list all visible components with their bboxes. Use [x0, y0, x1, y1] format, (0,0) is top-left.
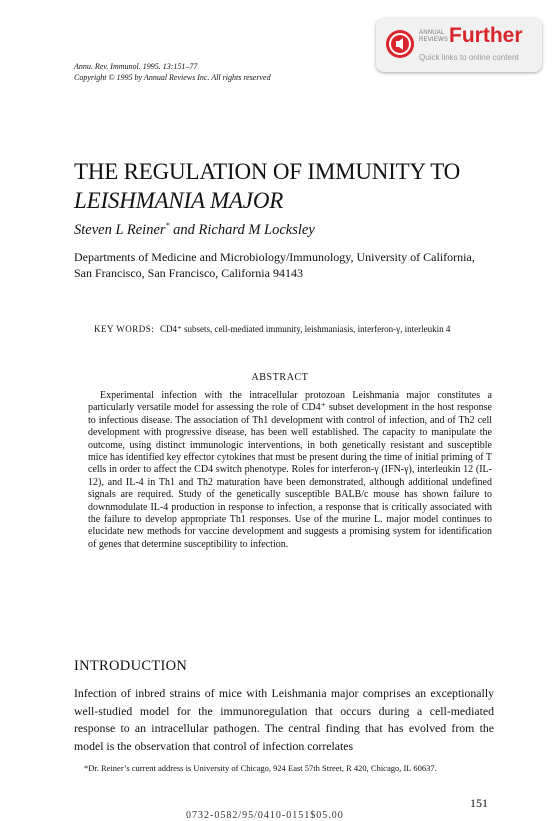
reviews-word: REVIEWS: [419, 37, 449, 43]
title-line-1: THE REGULATION OF IMMUNITY TO: [74, 159, 461, 184]
introduction-body: [74, 685, 494, 755]
introduction-text: Infection of inbred strains of mice with Leishmania major comprises an exceptionally well-studied model for the immunoregulation that occurs during a cell-mediated response to an intracellular pathogen. The central finding that has evolved from the model is the observation that control of infection correlates: [74, 686, 494, 753]
abstract-text: Experimental infection with the intracellular protozoan Leishmania major constitutes a particularly versatile model for assessing the role of CD4⁺ subset development in the host response to infectious disease. The association of Th1 development with control of infection, and of Th2 cell development with progressive disease, has been well established. The capacity to manipulate the outcome, using distinct immunologic interventions, in both genetically resistant and susceptible mice has identified key effector cytokines that must be present during the time of initial priming of T cells in order to affect the CD4 switch phenotype. Roles for interferon-γ (IFN-γ), interleukin 12 (IL-12), and IL-4 in Th1 and Th2 maturation have been demonstrated, although additional undefined signals are required. Study of the genetically susceptible BALB/c mouse has shown failure to downmodulate IL-4 production in response to infection, a response that is critically associated with the failure to develop appropriate Th1 responses. Use of the murine L. major model continues to elucidate new methods for vaccine development and suggests a promising system for identification of genes that determine susceptibility to infection.: [88, 390, 492, 550]
footnote-text: *Dr. Reiner’s current address is University of Chicago, 924 East 57th Street, R 420, Chicago, IL 60637.: [84, 763, 437, 773]
authors: [74, 221, 315, 239]
author-1: Steven L Reiner: [74, 221, 166, 238]
audio-speaker-icon: [386, 30, 414, 58]
annual-reviews-further-badge[interactable]: [376, 18, 542, 72]
introduction-heading: INTRODUCTION: [74, 658, 188, 674]
title-line-2: LEISHMANIA MAJOR: [74, 188, 284, 213]
article-code: 0732-0582/95/0410-0151$05.00: [186, 810, 344, 821]
abstract-body: [88, 390, 492, 551]
annual-word: ANNUAL: [419, 30, 445, 36]
keywords-value: CD4⁺ subsets, cell-mediated immunity, leishmaniasis, interferon-γ, interleukin 4: [160, 324, 451, 334]
copyright-line: Copyright © 1995 by Annual Reviews Inc. All rights reserved: [74, 73, 271, 82]
journal-citation: Annu. Rev. Immunol. 1995. 13:151–77: [74, 62, 198, 71]
quick-links-text: Quick links to online content: [419, 53, 519, 62]
author-footnote-mark: *: [165, 221, 170, 230]
affiliation: Departments of Medicine and Microbiology/Immunology, University of California, San Francisco, San Francisco, California 94143: [74, 250, 475, 280]
footnote: [74, 762, 494, 774]
further-label: Further: [449, 24, 523, 47]
abstract-heading: ABSTRACT: [251, 372, 309, 383]
annual-reviews-label: [419, 30, 448, 44]
author-2: and Richard M Locksley: [169, 221, 315, 238]
article-title: [74, 157, 514, 215]
page-number: 151: [470, 796, 488, 810]
keywords-label: KEY WORDS:: [94, 324, 155, 334]
